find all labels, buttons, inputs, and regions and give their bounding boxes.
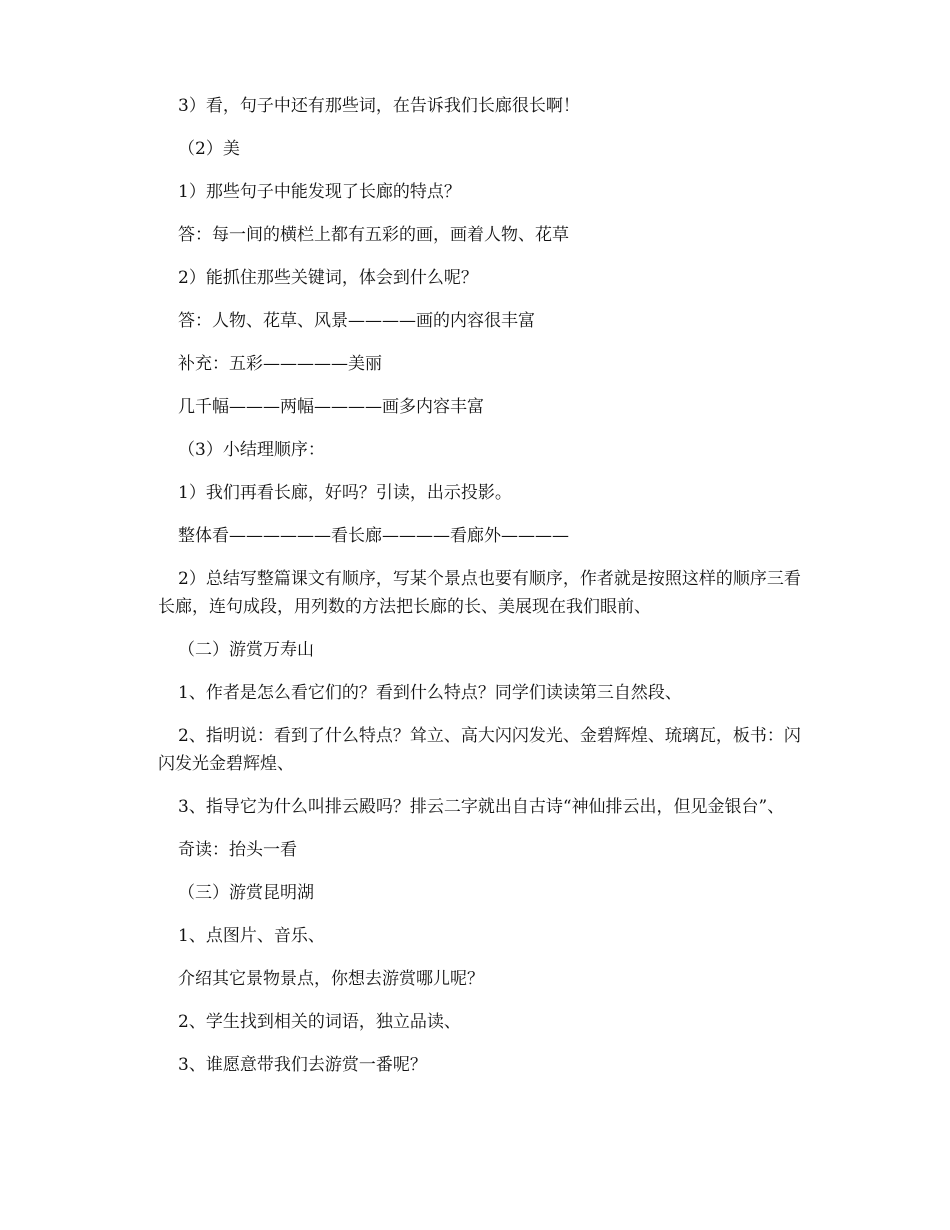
section-heading: （三）游赏昆明湖 [178, 883, 314, 903]
section-heading: （二）游赏万寿山 [178, 640, 314, 660]
text-line: 答：人物、花草、风景————画的内容很丰富 [178, 311, 535, 331]
text-line: 1）我们再看长廊，好吗？引读，出示投影。 [178, 483, 512, 503]
text-line: 补充：五彩—————美丽 [178, 354, 382, 374]
text-line: 几千幅———两幅————画多内容丰富 [178, 397, 484, 417]
text-line: 2、学生找到相关的词语，独立品读、 [178, 1012, 461, 1032]
paragraph: 2）总结写整篇课文有顺序，写某个景点也要有顺序，作者就是按照这样的顺序三看长廊，连句成段，用列数的方法把长廊的长、美展现在我们眼前、 [158, 569, 801, 617]
text-line: 1）那些句子中能发现了长廊的特点？ [178, 182, 461, 202]
text-line: 3、谁愿意带我们去游赏一番呢？ [178, 1055, 427, 1075]
section-heading: （3）小结理顺序： [178, 440, 325, 460]
text-line: 答：每一间的横栏上都有五彩的画，画着人物、花草 [178, 225, 569, 245]
text-line: 3）看，句子中还有那些词，在告诉我们长廊很长啊！ [178, 96, 580, 116]
text-line: 奇读：抬头一看 [178, 840, 297, 860]
section-heading: （2）美 [178, 139, 240, 159]
document-body [158, 92, 803, 1094]
text-line: 1、点图片、音乐、 [178, 926, 325, 946]
text-line: 1、作者是怎么看它们的？看到什么特点？同学们读读第三自然段、 [178, 683, 682, 703]
text-line: 2）能抓住那些关键词，体会到什么呢？ [178, 268, 478, 288]
paragraph: 2、指明说：看到了什么特点？耸立、高大闪闪发光、金碧辉煌、琉璃瓦，板书：闪闪发光金碧辉煌、 [158, 726, 801, 774]
paragraph: 3、指导它为什么叫排云殿吗？排云二字就出自古诗“神仙排云出，但见金银台”、 [178, 797, 785, 817]
text-line: 介绍其它景物景点，你想去游赏哪儿呢？ [178, 969, 484, 989]
text-line: 整体看——————看长廊————看廊外———— [178, 526, 569, 546]
